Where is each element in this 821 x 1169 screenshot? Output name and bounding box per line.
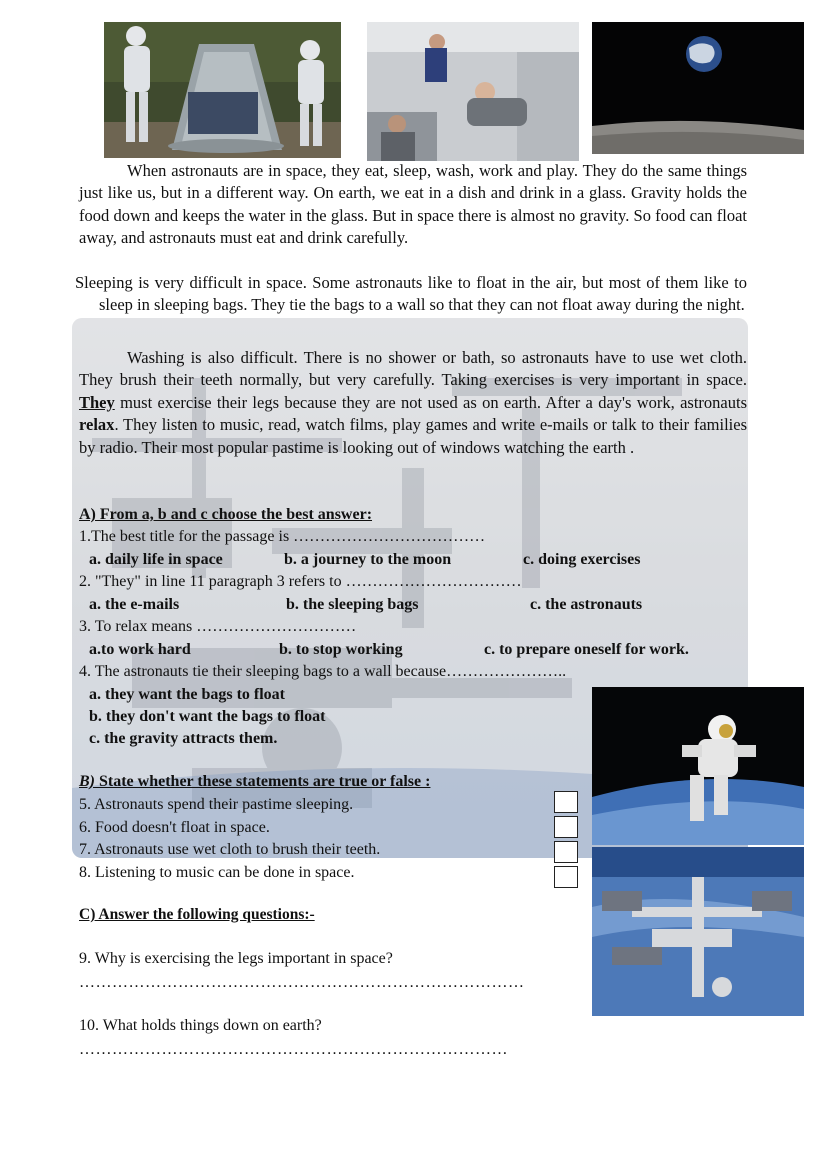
q2-option-a: a. the e-mails — [89, 596, 180, 613]
highlighted-word-they: They — [79, 392, 115, 412]
answer-box-6[interactable] — [554, 816, 578, 838]
statement-5: 5. Astronauts spend their pastime sleeping. — [79, 796, 354, 813]
q1-option-a: a. daily life in space — [89, 551, 223, 568]
photo-spacewalk-astronaut — [592, 687, 804, 845]
passage-paragraph-3 — [79, 347, 747, 459]
section-a-heading: A) From a, b and c choose the best answer: — [79, 506, 373, 523]
q2-option-b: b. the sleeping bags — [286, 596, 419, 613]
question-4: 4. The astronauts tie their sleeping bags to a wall because………………….. — [79, 663, 567, 680]
paragraph-3-part-c: . They listen to music, read, watch films, play games and write e-mails or talk to their families by radio. Their most popular pastime is looking out of windows watching the earth . — [79, 415, 747, 457]
q1-option-c: c. doing exercises — [523, 551, 641, 568]
question-3: 3. To relax means ………………………… — [79, 618, 357, 635]
question-9: 9. Why is exercising the legs important in space? — [79, 950, 393, 967]
section-b-label: B) — [79, 773, 95, 790]
answer-box-7[interactable] — [554, 841, 578, 863]
section-c-heading: C) Answer the following questions:- — [79, 906, 315, 923]
q4-option-a: a. they want the bags to float — [89, 686, 285, 703]
paragraph-3-part-b: must exercise their legs because they are not used as on earth. After a day's work, astronauts — [114, 392, 747, 412]
q2-option-c: c. the astronauts — [530, 596, 643, 613]
passage-paragraph-2: Sleeping is very difficult in space. Some astronauts like to float in the air, but most of them like to sleep in sleeping bags. They tie the bags to a wall so that they can not float away during the night. — [75, 273, 747, 315]
q4-option-c: c. the gravity attracts them. — [89, 730, 278, 747]
photo-space-station-orbit — [592, 847, 804, 1016]
statement-6: 6. Food doesn't float in space. — [79, 819, 270, 836]
photo-zero-gravity-cabin — [367, 22, 579, 161]
statement-8: 8. Listening to music can be done in space. — [79, 864, 355, 881]
q3-option-a: a.to work hard — [89, 641, 191, 658]
q3-option-c: c. to prepare oneself for work. — [484, 641, 689, 658]
answer-line-10[interactable]: …………………………………………………………………… — [79, 1041, 508, 1058]
section-b-heading — [79, 773, 430, 791]
question-2: 2. "They" in line 11 paragraph 3 refers to …………………………… — [79, 573, 522, 590]
answer-box-5[interactable] — [554, 791, 578, 813]
q3-option-b: b. to stop working — [279, 641, 403, 658]
q1-option-b: b. a journey to the moon — [284, 551, 452, 568]
photo-earthrise — [592, 22, 804, 154]
q4-option-b: b. they don't want the bags to float — [89, 708, 326, 725]
passage-paragraph-1: When astronauts are in space, they eat, sleep, wash, work and play. They do the same things just like us, but in a different way. On earth, we eat in a dish and drink in a glass. Gravity holds the food down and keeps the water in the glass. But in space there is almost no gravity. So food can float away, and astronauts must eat and drink carefully. — [79, 161, 747, 248]
question-10: 10. What holds things down on earth? — [79, 1017, 322, 1034]
question-1: 1.The best title for the passage is ……………………………… — [79, 528, 486, 545]
statement-7: 7. Astronauts use wet cloth to brush their teeth. — [79, 841, 381, 858]
paragraph-3-part-a: Washing is also difficult. There is no shower or bath, so astronauts have to use wet cloth. They brush their teeth normally, but very carefully. Taking exercises is very important in space. — [79, 348, 747, 390]
photo-astronaut-figures — [104, 22, 341, 158]
highlighted-word-relax: relax — [79, 415, 115, 435]
answer-box-8[interactable] — [554, 866, 578, 888]
section-b-instruction: State whether these statements are true or false : — [95, 773, 431, 790]
answer-line-9[interactable]: ……………………………………………………………………… — [79, 974, 525, 991]
